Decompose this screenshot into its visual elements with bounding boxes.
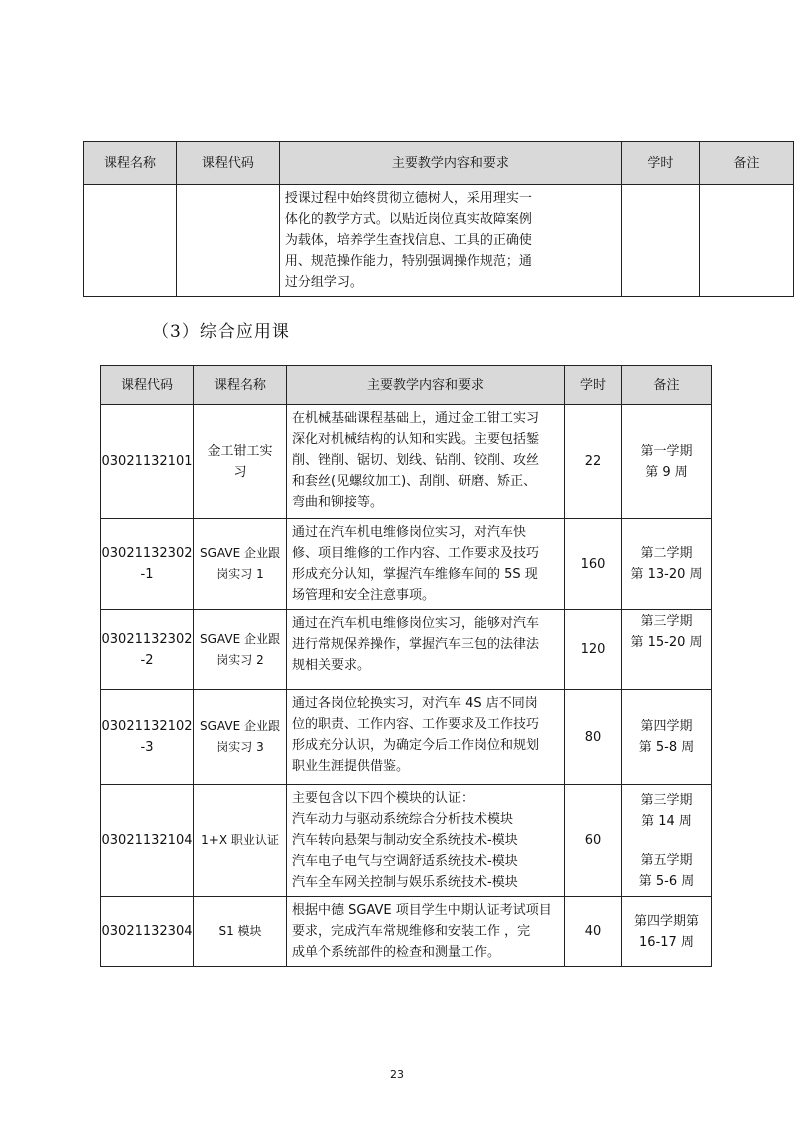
table-row	[101, 897, 712, 967]
course-name-cell	[194, 785, 287, 897]
course-code-cell	[101, 519, 194, 610]
note-line: 第 15-20 周	[630, 635, 703, 650]
course-name-cell	[194, 405, 287, 519]
content-line: 成单个系统部件的检查和测量工作。	[292, 945, 501, 960]
hours-cell	[621, 185, 699, 297]
hours-cell: 60	[565, 785, 622, 897]
table-row	[101, 405, 712, 519]
content-line: 为载体，培养学生查找信息、工具的正确使	[284, 233, 532, 248]
name-line: S1 模块	[218, 924, 262, 938]
course-name-cell	[194, 897, 287, 967]
applied-course-table	[100, 365, 712, 967]
content-line: 形成充分认知，掌握汽车维修车间的 5S 现	[292, 567, 538, 582]
name-line: 岗实习 1	[216, 567, 264, 581]
hours-cell: 120	[565, 610, 622, 690]
course-name-cell	[194, 690, 287, 785]
header-course-name: 课程名称	[84, 142, 177, 185]
content-line: 体化的教学方式。以贴近岗位真实故障案例	[284, 212, 532, 227]
hours-cell: 160	[565, 519, 622, 610]
note-line: 第 9 周	[645, 464, 688, 480]
hours-cell: 80	[565, 690, 622, 785]
course-code-cell	[101, 785, 194, 897]
note-cell	[622, 897, 712, 967]
course-table-continued	[83, 141, 794, 297]
content-line: 和套丝(见螺纹加工)、刮削、研磨、矫正、	[292, 474, 537, 489]
note-line: 第四学期	[640, 719, 693, 734]
note-line: 第三学期	[640, 792, 693, 808]
header-course-name: 课程名称	[194, 366, 287, 405]
table-row	[84, 185, 794, 297]
content-cell	[287, 690, 565, 785]
course-code-cell	[101, 897, 194, 967]
table-row	[101, 519, 712, 610]
content-cell	[287, 405, 565, 519]
content-line: 规相关要求。	[292, 658, 371, 673]
content-line: 根据中德 SGAVE 项目学生中期认证考试项目	[292, 903, 552, 918]
content-line: 场管理和安全注意事项。	[292, 588, 436, 603]
code-line: 03021132104	[101, 833, 193, 848]
content-line: 汽车全车网关控制与娱乐系统技术-模块	[292, 875, 518, 890]
name-line: SGAVE 企业跟	[200, 631, 280, 646]
table-row	[101, 785, 712, 897]
hours-cell: 40	[565, 897, 622, 967]
note-line: 第 5-6 周	[638, 873, 695, 889]
name-line: 岗实习 2	[216, 652, 264, 667]
note-cell	[700, 185, 794, 297]
header-course-code: 课程代码	[101, 366, 194, 405]
course-name-cell	[194, 519, 287, 610]
note-spacer	[622, 832, 711, 850]
name-line: 岗实习 3	[216, 740, 264, 754]
table-header-row	[101, 366, 712, 405]
note-cell	[622, 785, 712, 897]
header-hours: 学时	[565, 366, 622, 405]
table-row	[101, 610, 712, 690]
note-line: 第三学期	[640, 614, 693, 629]
note-line: 第 13-20 周	[630, 567, 703, 582]
code-line: 03021132302	[101, 631, 193, 647]
content-line: 职业生涯提供借鉴。	[292, 759, 410, 774]
course-name-cell	[194, 610, 287, 690]
content-line: 位的职责、工作内容、工作要求及工作技巧	[292, 717, 540, 732]
content-cell	[287, 519, 565, 610]
header-course-code: 课程代码	[177, 142, 280, 185]
content-line: 在机械基础课程基础上，通过金工钳工实习	[292, 411, 540, 426]
table-row	[101, 690, 712, 785]
note-line: 第 5-8 周	[638, 740, 695, 755]
content-line: 用、规范操作能力，特别强调操作规范；通	[284, 254, 532, 269]
course-code-cell	[177, 185, 280, 297]
course-code-cell	[101, 610, 194, 690]
hours-cell: 22	[565, 405, 622, 519]
course-name-cell	[84, 185, 177, 297]
table-header-row	[84, 142, 794, 185]
content-line: 汽车转向悬架与制动安全系统技术-模块	[292, 833, 518, 848]
section-heading: （3）综合应用课	[152, 322, 290, 342]
code-line: -3	[140, 740, 154, 755]
code-line: 03021132304	[101, 924, 193, 939]
content-line: 进行常规保养操作，掌握汽车三包的法律法	[292, 637, 540, 652]
name-line: SGAVE 企业跟	[200, 719, 280, 733]
content-line: 形成充分认识，为确定今后工作岗位和规划	[292, 738, 540, 753]
code-line: -1	[140, 567, 154, 582]
header-content: 主要教学内容和要求	[287, 366, 565, 405]
note-cell	[622, 690, 712, 785]
content-line: 授课过程中始终贯彻立德树人，采用理实一	[284, 191, 532, 206]
name-line: 习	[233, 464, 247, 480]
header-note: 备注	[700, 142, 794, 185]
content-cell	[287, 610, 565, 690]
content-line: 汽车动力与驱动系统综合分析技术模块	[292, 812, 514, 827]
content-line: 主要包含以下四个模块的认证：	[292, 791, 475, 806]
content-line: 汽车电子电气与空调舒适系统技术-模块	[292, 854, 518, 869]
content-line: 弯曲和铆接等。	[292, 495, 384, 510]
header-content: 主要教学内容和要求	[279, 142, 621, 185]
content-line: 通过各岗位轮换实习，对汽车 4S 店不同岗	[292, 696, 538, 711]
course-code-cell	[101, 405, 194, 519]
note-line: 第 14 周	[641, 813, 692, 829]
content-line: 修、项目维修的工作内容、工作要求及技巧	[292, 546, 540, 561]
note-line: 第一学期	[640, 443, 693, 459]
note-line: 16-17 周	[639, 934, 694, 950]
header-hours: 学时	[621, 142, 699, 185]
content-line: 通过在汽车机电维修岗位实习，对汽车快	[292, 525, 527, 540]
content-line: 过分组学习。	[284, 275, 363, 290]
content-line: 通过在汽车机电维修岗位实习，能够对汽车	[292, 616, 540, 631]
content-cell	[279, 185, 621, 297]
page-number: 23	[390, 1068, 404, 1081]
code-line: 03021132302	[101, 546, 193, 561]
content-line: 要求，完成汽车常规维修和安装工作 ，完	[292, 924, 531, 939]
name-line: 1+X 职业认证	[201, 833, 279, 847]
name-line: SGAVE 企业跟	[200, 546, 280, 560]
note-cell	[622, 610, 712, 690]
content-cell	[287, 897, 565, 967]
header-note: 备注	[622, 366, 712, 405]
content-line: 削、锉削、锯切、划线、钻削、铰削、攻丝	[292, 453, 540, 468]
code-line: -2	[140, 652, 154, 668]
note-line: 第二学期	[640, 546, 693, 561]
note-line: 第四学期第	[633, 913, 699, 929]
content-cell	[287, 785, 565, 897]
course-code-cell	[101, 690, 194, 785]
note-cell	[622, 519, 712, 610]
name-line: 金工钳工实	[207, 443, 273, 459]
code-line: 03021132102	[101, 719, 193, 734]
note-cell	[622, 405, 712, 519]
content-line: 深化对机械结构的认知和实践。主要包括錾	[292, 432, 540, 447]
code-line: 03021132101	[101, 454, 193, 469]
note-line: 第五学期	[640, 852, 693, 868]
